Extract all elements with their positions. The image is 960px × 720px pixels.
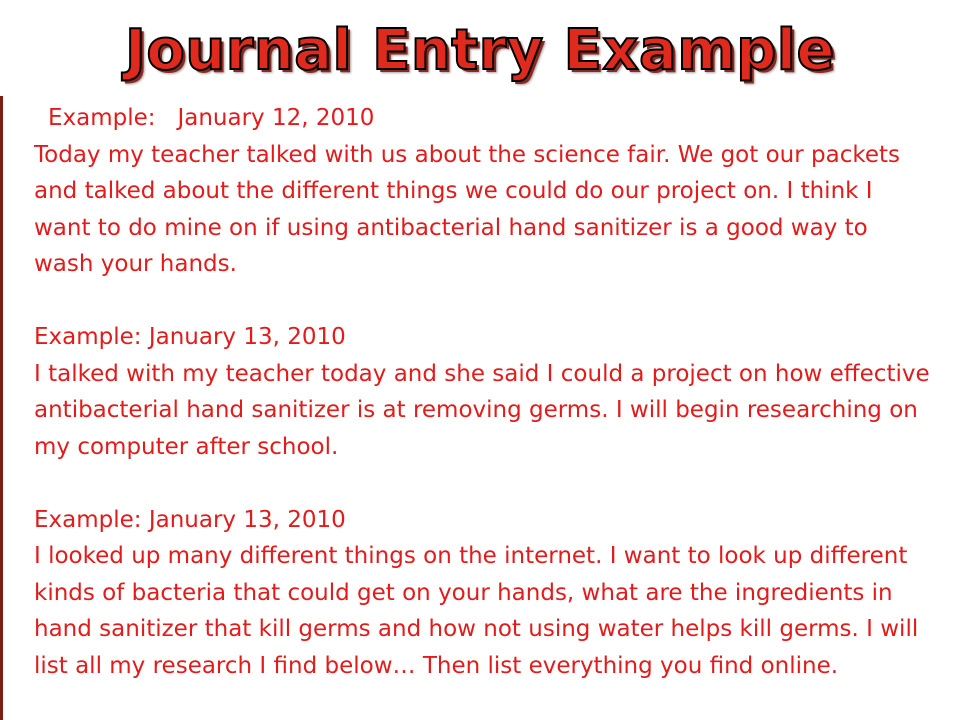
entry-date: Example: January 13, 2010 — [34, 324, 346, 350]
journal-entry-3 — [34, 502, 934, 685]
journal-entry-2 — [34, 319, 934, 465]
entry-text: I looked up many different things on the internet. I want to look up different kinds of bacteria that could get on your hands, what are the ingredients in hand sanitizer that kill germs and how not using water helps kill germs. I will list all my research I find below… Then list everything you find online. — [34, 543, 919, 679]
left-border-rule — [0, 96, 3, 720]
entry-text: I talked with my teacher today and she said I could a project on how effective antibacterial hand sanitizer is at removing germs. I will begin researching on my computer after school. — [34, 360, 930, 460]
entry-date: Example: January 12, 2010 — [48, 105, 375, 131]
entry-text: Today my teacher talked with us about the science fair. We got our packets and talked about the different things we could do our project on. I think I want to do mine on if using antibacterial hand sanitizer is a good way to wash your hands. — [34, 141, 900, 277]
journal-entries — [34, 100, 934, 684]
entry-date: Example: January 13, 2010 — [34, 506, 346, 533]
page-title: Journal Entry Example — [125, 18, 835, 83]
journal-entry-1 — [34, 100, 934, 283]
